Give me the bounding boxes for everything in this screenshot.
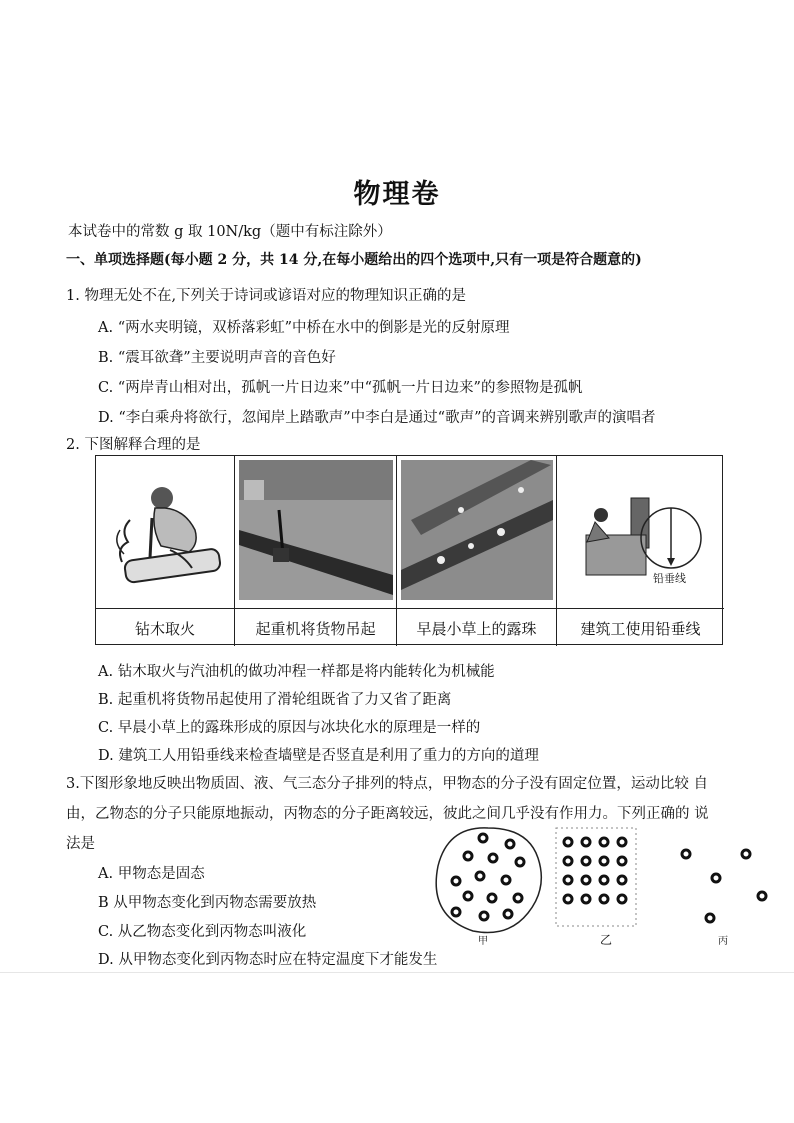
molecule-state-diagram [428, 826, 780, 950]
caption-row [557, 608, 724, 647]
caption-row [235, 608, 396, 647]
label-yi: 乙 [600, 933, 613, 947]
question-3-stem-line-2: 由，乙物态的分子只能原地振动，丙物态的分子距离较远，彼此之间几乎没有作用力。下列正确的 说 [66, 806, 709, 822]
figure-cell-drill-fire [96, 456, 235, 646]
question-1-stem: 1. 物理无处不在,下列关于诗词或谚语对应的物理知识正确的是 [66, 288, 467, 304]
question-1-option-d: D. “李白乘舟将欲行，忽闻岸上踏歌声”中李白是通过“歌声”的音调来辨别歌声的演唱者 [98, 410, 656, 426]
caption-crane: 起重机将货物吊起 [255, 620, 376, 638]
label-jia: 甲 [478, 936, 488, 947]
drill-fire-illustration [100, 460, 230, 600]
question-1-option-c: C. “两岸青山相对出，孤帆一片日边来”中“孤帆一片日边来”的参照物是孤帆 [98, 380, 583, 396]
caption-plumb-line: 建筑工使用铅垂线 [580, 620, 701, 638]
plumb-line-label: 铅垂线 [653, 573, 686, 585]
question-2-option-d: D. 建筑工人用铅垂线来检查墙壁是否竖直是利用了重力的方向的道理 [98, 748, 539, 764]
figure-cell-crane [235, 456, 397, 646]
question-2-option-a: A. 钻木取火与汽油机的做功冲程一样都是将内能转化为机械能 [98, 664, 495, 680]
intro-note: 本试卷中的常数 g 取 10N/kg（题中有标注除外） [68, 224, 392, 240]
crane-photo [239, 460, 392, 600]
question-1-option-a: A. “两水夹明镜，双桥落彩虹”中桥在水中的倒影是光的反射原理 [98, 320, 510, 336]
question-2-stem: 2. 下图解释合理的是 [66, 437, 201, 453]
question-3-option-a: A. 甲物态是固态 [98, 866, 205, 882]
label-bing: 丙 [718, 936, 728, 947]
dew-photo [401, 460, 552, 600]
page-bottom-rule [0, 972, 794, 973]
page-title: 物理卷 [353, 179, 441, 210]
figure-cell-dew [397, 456, 557, 646]
caption-row [96, 608, 234, 647]
question-3-stem-line-3: 法是 [66, 836, 95, 852]
figure-cell-plumb-line [557, 456, 724, 646]
section-heading: 一、单项选择题(每小题 2 分，共 14 分,在每小题给出的四个选项中,只有一项是符合题意的) [66, 252, 642, 268]
plumb-line-illustration [561, 460, 720, 600]
state-jia-liquid [436, 828, 541, 947]
caption-dew: 早晨小草上的露珠 [416, 620, 537, 638]
question-3-option-b: B 从甲物态变化到丙物态需要放热 [98, 895, 317, 911]
state-bing-gas [682, 850, 766, 947]
figure-table [95, 455, 723, 645]
question-3-option-d: D. 从甲物态变化到丙物态时应在特定温度下才能发生 [98, 952, 438, 968]
caption-drill-fire: 钻木取火 [134, 620, 195, 638]
question-3-option-c: C. 从乙物态变化到丙物态叫液化 [98, 924, 307, 940]
question-2-option-c: C. 早晨小草上的露珠形成的原因与冰块化水的原理是一样的 [98, 720, 481, 736]
question-3-stem-line-1: 3.下图形象地反映出物质固、液、气三态分子排列的特点，甲物态的分子没有固定位置，运动比较 自 [66, 776, 708, 792]
question-1-option-b: B. “震耳欲聋”主要说明声音的音色好 [98, 350, 336, 366]
state-yi-solid [556, 828, 636, 947]
caption-row [397, 608, 556, 647]
question-2-option-b: B. 起重机将货物吊起使用了滑轮组既省了力又省了距离 [98, 692, 452, 708]
